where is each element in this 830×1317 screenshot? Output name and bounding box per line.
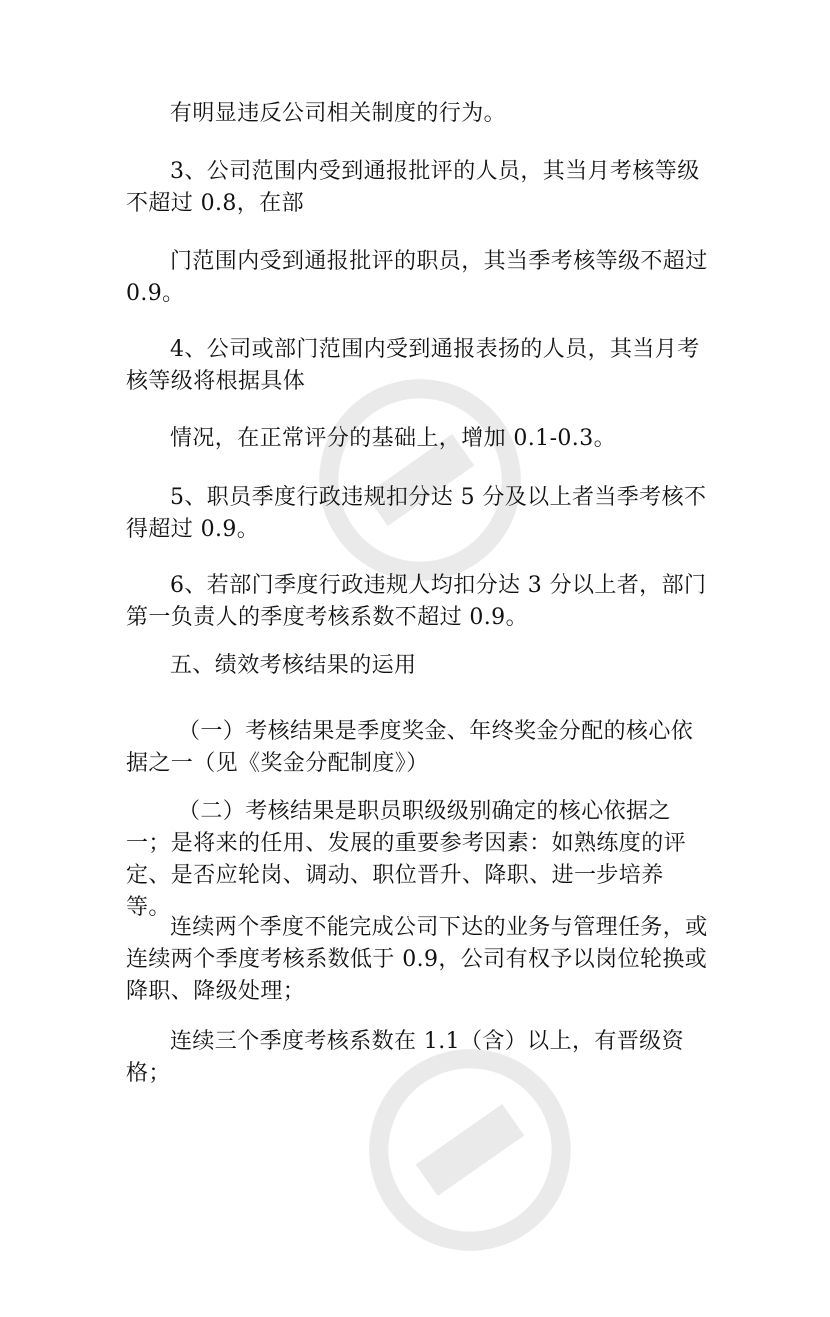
paragraph: 连续三个季度考核系数在 1.1（含）以上，有晋级资格； <box>126 1029 684 1086</box>
paragraph: 3、公司范围内受到通报批评的人员，其当月考核等级不超过 0.8，在部 <box>126 159 700 216</box>
paragraph: （一）考核结果是季度奖金、年终奖金分配的核心依据之一（见《奖金分配制度》） <box>126 719 694 776</box>
paragraph: 6、若部门季度行政违规人均扣分达 3 分以上者，部门第一负责人的季度考核系数不超过 0.9。 <box>126 573 707 630</box>
paragraph: 有明显违反公司相关制度的行为。 <box>170 101 507 126</box>
paragraph: 情况，在正常评分的基础上，增加 0.1-0.3。 <box>170 426 617 451</box>
paragraph: 5、职员季度行政违规扣分达 5 分及以上者当季考核不得超过 0.9。 <box>126 485 707 542</box>
section-heading: 五、绩效考核结果的运用 <box>170 653 417 678</box>
paragraph: 连续两个季度不能完成公司下达的业务与管理任务，或连续两个季度考核系数低于 0.9，公司有权予以岗位轮换或降职、降级处理； <box>126 915 708 1004</box>
paragraph: 门范围内受到通报批评的职员，其当季考核等级不超过 0.9。 <box>126 249 708 306</box>
paragraph: 4、公司或部门范围内受到通报表扬的人员，其当月考核等级将根据具体 <box>126 337 700 394</box>
paragraph: （二）考核结果是职员职级级别确定的核心依据之一；是将来的任用、发展的重要参考因素：如熟练度的评定、是否应轮岗、调动、职位晋升、降职、进一步培养等。 <box>126 799 687 920</box>
